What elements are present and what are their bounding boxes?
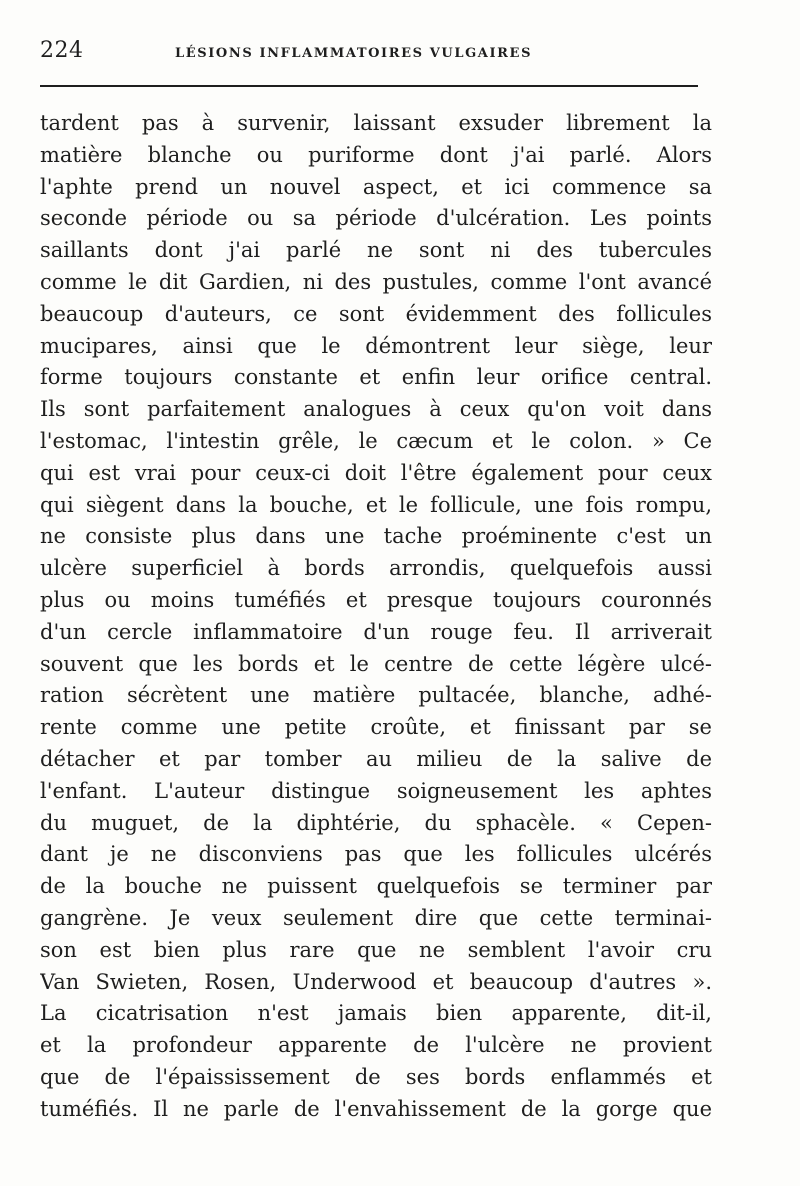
text-line: tuméfiés. Il ne parle de l'envahissement de la gorge que bbox=[40, 1096, 712, 1121]
body-text bbox=[40, 108, 712, 1126]
text-line: La cicatrisation n'est jamais bien apparente, dit-il, bbox=[40, 1001, 712, 1026]
text-line: souvent que les bords et le centre de cette légère ulcé- bbox=[40, 651, 712, 676]
text-line: que de l'épaississement de ses bords enflammés et bbox=[40, 1064, 712, 1089]
text-line: son est bien plus rare que ne semblent l'avoir cru bbox=[40, 937, 712, 962]
text-line: rente comme une petite croûte, et finissant par se bbox=[40, 715, 712, 740]
page-number: 224 bbox=[40, 38, 84, 63]
text-line: mucipares, ainsi que le démontrent leur siège, leur bbox=[40, 333, 712, 358]
text-line: qui est vrai pour ceux-ci doit l'être également pour ceux bbox=[40, 460, 712, 485]
text-line: l'aphte prend un nouvel aspect, et ici commence sa bbox=[40, 174, 712, 199]
text-line: forme toujours constante et enfin leur orifice central. bbox=[40, 365, 712, 390]
text-line: ne consiste plus dans une tache proéminente c'est un bbox=[40, 524, 712, 549]
running-title: LÉSIONS INFLAMMATOIRES VULGAIRES bbox=[175, 46, 533, 61]
text-line: l'estomac, l'intestin grêle, le cæcum et le colon. » Ce bbox=[40, 428, 712, 453]
text-line: de la bouche ne puissent quelquefois se terminer par bbox=[40, 874, 712, 899]
text-line: ration sécrètent une matière pultacée, blanche, adhé- bbox=[40, 683, 712, 708]
text-line: comme le dit Gardien, ni des pustules, comme l'ont avancé bbox=[40, 269, 712, 294]
text-line: Ils sont parfaitement analogues à ceux qu'on voit dans bbox=[40, 397, 712, 422]
text-line: beaucoup d'auteurs, ce sont évidemment des follicules bbox=[40, 301, 712, 326]
text-line: d'un cercle inflammatoire d'un rouge feu. Il arriverait bbox=[40, 619, 712, 644]
text-line: dant je ne disconviens pas que les follicules ulcérés bbox=[40, 842, 712, 867]
text-line: du muguet, de la diphtérie, du sphacèle. « Cepen- bbox=[40, 810, 712, 835]
text-line: détacher et par tomber au milieu de la salive de bbox=[40, 746, 712, 771]
header-rule bbox=[40, 85, 698, 87]
text-line: saillants dont j'ai parlé ne sont ni des tubercules bbox=[40, 238, 712, 263]
text-line: ulcère superficiel à bords arrondis, quelquefois aussi bbox=[40, 556, 712, 581]
text-line: seconde période ou sa période d'ulcération. Les points bbox=[40, 206, 712, 231]
text-line: l'enfant. L'auteur distingue soigneusement les aphtes bbox=[40, 778, 712, 803]
text-line: et la profondeur apparente de l'ulcère ne provient bbox=[40, 1033, 712, 1058]
running-head bbox=[40, 36, 700, 70]
text-line: plus ou moins tuméfiés et presque toujours couronnés bbox=[40, 587, 712, 612]
text-line: qui siègent dans la bouche, et le follicule, une fois rompu, bbox=[40, 492, 712, 517]
text-line: tardent pas à survenir, laissant exsuder librement la bbox=[40, 111, 712, 135]
text-line: Van Swieten, Rosen, Underwood et beaucoup d'autres ». bbox=[40, 969, 712, 994]
text-line: gangrène. Je veux seulement dire que cette terminai- bbox=[40, 905, 712, 930]
text-line: matière blanche ou puriforme dont j'ai parlé. Alors bbox=[40, 142, 712, 167]
